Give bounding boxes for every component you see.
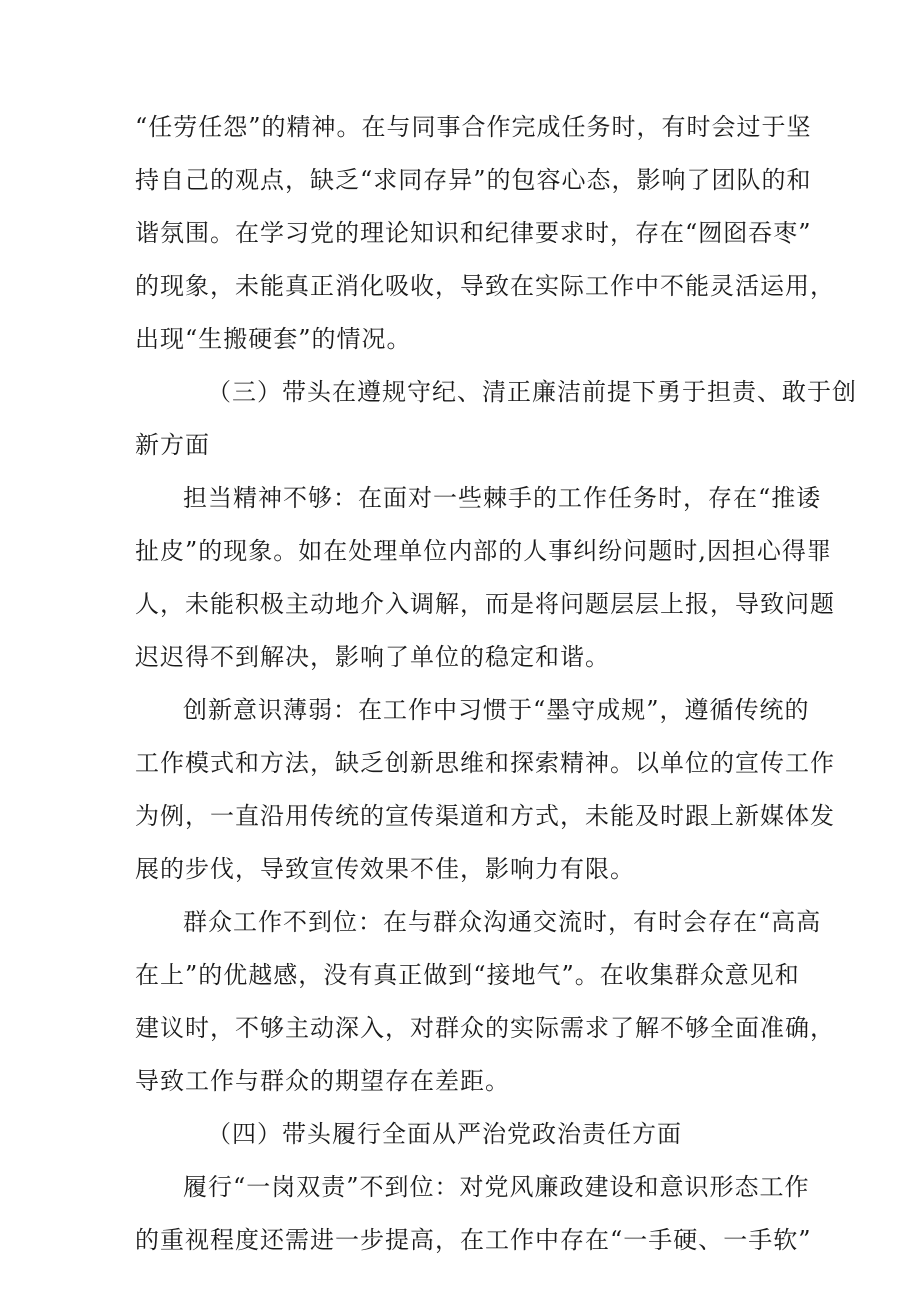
section-heading-3: （三）带头在遵规守纪、清正廉洁前提下勇于担责、敢于创 <box>207 378 857 406</box>
paragraph-line: 建议时，不够主动深入，对群众的实际需求了解不够全面准确， <box>135 1014 835 1042</box>
section-heading-4: （四）带头履行全面从严治党政治责任方面 <box>207 1120 682 1148</box>
paragraph-line: 的现象，未能真正消化吸收，导致在实际工作中不能灵活运用， <box>135 272 835 300</box>
paragraph-line: 担当精神不够：在面对一些棘手的工作任务时，存在“推诿 <box>183 484 822 512</box>
paragraph-line: 扯皮”的现象。如在处理单位内部的人事纠纷问题时,因担心得罪 <box>135 537 832 565</box>
paragraph-line: 人，未能积极主动地介入调解，而是将问题层层上报，导致问题 <box>135 590 835 618</box>
paragraph-line: 持自己的观点，缺乏“求同存异”的包容心态，影响了团队的和 <box>135 166 812 194</box>
document-body <box>135 101 857 1267</box>
section-heading-3-continued: 新方面 <box>135 431 210 459</box>
paragraph-line: 履行“一岗双责”不到位：对党风廉政建设和意识形态工作 <box>183 1173 810 1201</box>
paragraph-line: 创新意识薄弱：在工作中习惯于“墨守成规”，遵循传统的 <box>183 696 810 724</box>
paragraph-line: 谐氛围。在学习党的理论知识和纪律要求时，存在“囫囵吞枣” <box>135 219 812 247</box>
paragraph-line: 群众工作不到位：在与群众沟通交流时，有时会存在“高高 <box>183 908 822 936</box>
paragraph-line: 展的步伐，导致宣传效果不佳，影响力有限。 <box>135 855 635 883</box>
paragraph-line: 在上”的优越感，没有真正做到“接地气”。在收集群众意见和 <box>135 961 800 989</box>
paragraph-line: 出现“生搬硬套”的情况。 <box>135 325 412 353</box>
paragraph-line: 为例，一直沿用传统的宣传渠道和方式，未能及时跟上新媒体发 <box>135 802 835 830</box>
paragraph-line: 迟迟得不到解决，影响了单位的稳定和谐。 <box>135 643 610 671</box>
paragraph-line: 的重视程度还需进一步提高，在工作中存在“一手硬、一手软” <box>135 1226 812 1254</box>
paragraph-line: “任劳任怨”的精神。在与同事合作完成任务时，有时会过于坚 <box>135 113 812 141</box>
paragraph-line: 导致工作与群众的期望存在差距。 <box>135 1067 510 1095</box>
paragraph-line: 工作模式和方法，缺乏创新思维和探索精神。以单位的宣传工作 <box>135 749 835 777</box>
